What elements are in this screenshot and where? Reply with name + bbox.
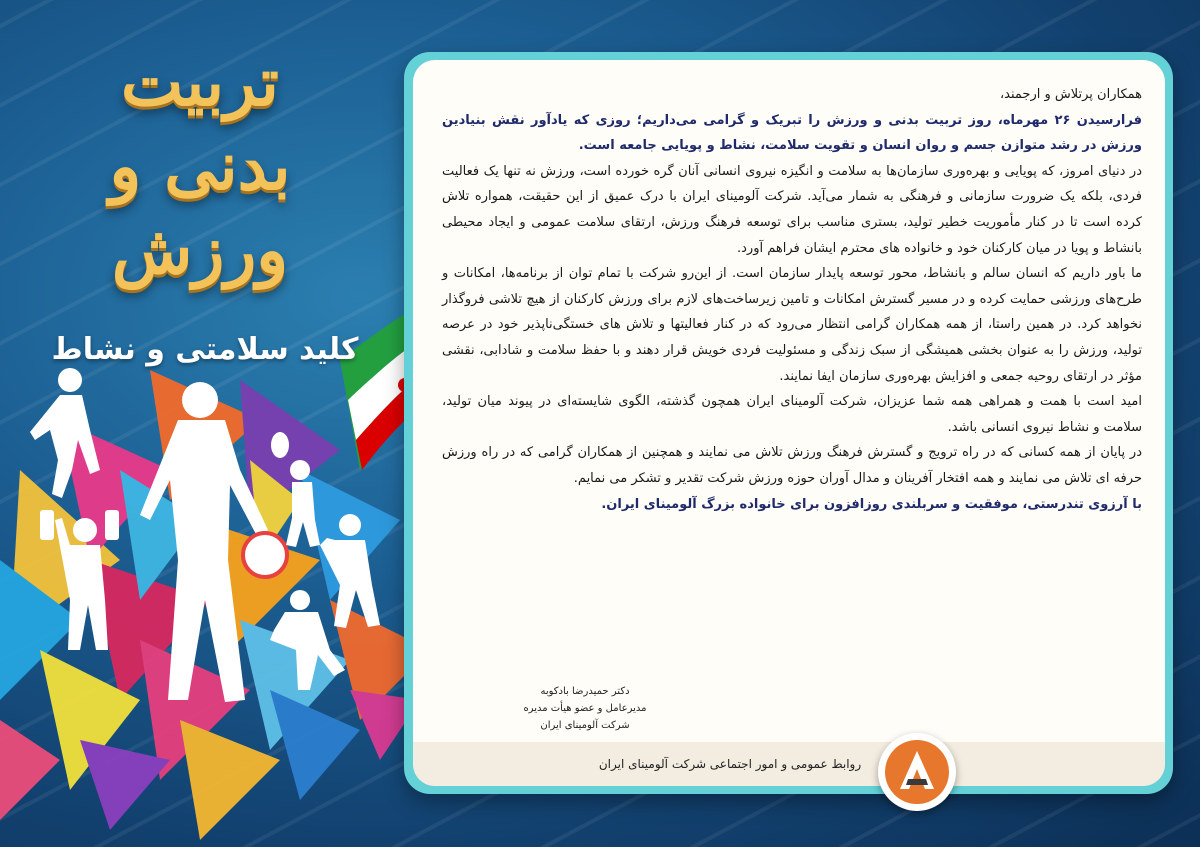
title-line-3: ورزش — [111, 211, 289, 289]
letter-body — [442, 82, 1142, 517]
footer-text: روابط عمومی و امور اجتماعی شرکت آلومینای ایران — [598, 757, 862, 771]
letter-paragraph-2: ما باور داریم که انسان سالم و بانشاط، محور توسعه پایدار سازمان است. از این‌رو شرکت با تمام توان از برنامه‌ها، امکانات و طرح‌های ورزشی حمایت کرده و در مسیر گسترش امکانات و تامین زیرساخت‌های لازم برای ورزش کارکنان از هیچ تلاشی فروگذار نخواهد کرد. در همین راستا، از همه همکاران گرامی انتظار می‌رود که در کنار فعالیتها و تلاش های خستگی‌ناپذیر خود در عرصه تولید، ورزش را به عنوان بخشی همیشگی از سبک زندگی و مسئولیت فردی خویش قرار دهند و با حفظ سلامت و شادابی، نقشی مؤثر در ارتقای روحیه جمعی و افزایش بهره‌وری سازمان ایفا نمایند. — [442, 266, 1142, 384]
signature-company: شرکت آلومینای ایران — [540, 720, 630, 731]
title-line-2: بدنی و — [109, 127, 291, 205]
letter-paragraph-4: در پایان از همه کسانی که در راه ترویج و گسترش فرهنگ ورزش تلاش می نمایند و همچنین از همکاران گرامی که در راه ورزش حرفه ای تلاش می نمایند و همه افتخار آفرینان و مدال آوران حوزه ورزش شرکت تقدیر و تشکر می نمایم. — [442, 445, 1142, 486]
letter-closing: با آرزوی تندرستی، موفقیت و سربلندی روزافزون برای خانواده بزرگ آلومینای ایران. — [601, 496, 1142, 512]
letter-paragraph-3: امید است با همت و همراهی همه شما عزیزان، شرکت آلومینای ایران همچون گذشته، الگوی شایسته‌ای در پیوند میان تولید، سلامت و نشاط نیروی انسانی باشد. — [442, 394, 1142, 435]
poster-title — [40, 40, 360, 292]
letter-intro: فرارسیدن ۲۶ مهرماه، روز تربیت بدنی و ورزش را تبریک و گرامی می‌داریم؛ روزی که یادآور نقش بنیادین ورزش در رشد متوازن جسم و روان انسان و تقویت سلامت، نشاط و پویایی جامعه است. — [442, 112, 1142, 154]
signature-position: مدیرعامل و عضو هیأت مدیره — [523, 703, 647, 714]
signature-name: دکتر حمیدرضا بادکوبه — [540, 686, 630, 697]
letter-paragraph-1: در دنیای امروز، که پویایی و بهره‌وری سازمان‌ها به سلامت و انگیزه نیروی انسانی آنان گره خورده است، ورزش نه تنها یک فعالیت فردی، بلکه یک ضرورت سازمانی و فرهنگی به شمار می‌آید. شرکت آلومینای ایران با درک عمیق از این حقیقت، همواره تلاش کرده است تا در کنار مأموریت خطیر تولید، بستری مناسب برای توسعه فرهنگ ورزش، ارتقای سلامت عمومی و ایجاد محیطی بانشاط و پویا در میان کارکنان خود و خانواده های محترم ایشان فراهم آورد. — [442, 163, 1142, 256]
letter-greeting: همکاران پرتلاش و ارجمند، — [999, 87, 1142, 102]
alumina-logo-icon — [878, 733, 956, 811]
signature-block — [505, 683, 665, 734]
title-line-1: تربیت — [121, 43, 279, 121]
poster-subtitle: کلید سلامتی و نشاط — [51, 332, 359, 367]
